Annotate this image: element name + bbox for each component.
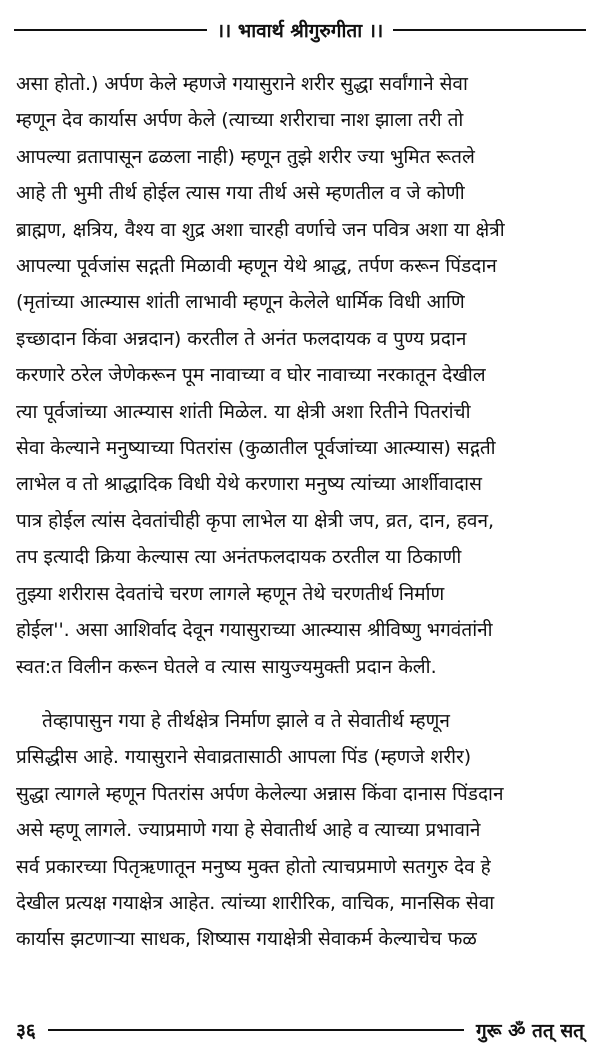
paragraph-1 (16, 66, 582, 685)
text-line: सुद्धा त्यागले म्हणून पितरांस अर्पण केलेल्या अन्नास किंवा दानास पिंडदान (16, 782, 504, 805)
text-line: (मृतांच्या आत्म्यास शांती लाभावी म्हणून केलेले धार्मिक विधी आणि (16, 291, 465, 314)
text-line: सेवा केल्याने मनुष्याच्या पितरांस (कुळातील पूर्वजांच्या आत्म्यास) सद्गती (16, 437, 496, 460)
header-rule-right (393, 29, 586, 31)
paragraph-2 (16, 703, 582, 958)
page-body (16, 66, 582, 958)
running-footer (16, 1012, 584, 1048)
text-line: प्रसिद्धीस आहे. गयासुराने सेवाव्रतासाठी आपला पिंड (म्हणजे शरीर) (16, 746, 472, 769)
text-line: त्या पूर्वजांच्या आत्म्यास शांती मिळेल. या क्षेत्री अशा रितीने पितरांची (16, 400, 471, 423)
footer-rule (48, 1029, 464, 1031)
text-line: आहे ती भुमी तीर्थ होईल त्यास गया तीर्थ असे म्हणतील व जे कोणी (16, 182, 465, 205)
footer-title: गुरू ॐ तत् सत् (476, 1020, 584, 1042)
text-line: तप इत्यादी क्रिया केल्यास त्या अनंतफलदायक ठरतील या ठिकाणी (16, 546, 462, 569)
text-line: लाभेल व तो श्राद्धादिक विधी येथे करणारा मनुष्य त्यांच्या आर्शीवादास (16, 473, 482, 496)
text-line: होईल''. असा आशिर्वाद देवून गयासुराच्या आत्म्यास श्रीविष्णु भगवंतांनी (16, 619, 493, 642)
text-line: म्हणून देव कार्यास अर्पण केले (त्याच्या शरीराचा नाश झाला तरी तो (16, 109, 464, 132)
text-line: असे म्हणू लागले. ज्याप्रमाणे गया हे सेवातीर्थ आहे व त्याच्या प्रभावाने (16, 819, 481, 842)
header-rule-left (14, 29, 207, 31)
text-line: सर्व प्रकारच्या पितृऋणातून मनुष्य मुक्त होतो त्याचप्रमाणे सतगुरु देव हे (16, 855, 491, 878)
text-line: आपल्या पूर्वजांस सद्गती मिळावी म्हणून येथे श्राद्ध, तर्पण करून पिंडदान (16, 255, 497, 278)
text-line: असा होतो.) अर्पण केले म्हणजे गयासुराने शरीर सुद्धा सर्वांगाने सेवा (16, 73, 468, 95)
header-title: ।। भावार्थ श्रीगुरुगीता ।। (216, 20, 384, 42)
text-line: आपल्या व्रतापासून ढळला नाही) म्हणून तुझे शरीर ज्या भुमित रूतले (16, 145, 475, 168)
running-header (14, 10, 586, 50)
text-line: करणारे ठरेल जेणेकरून पूम नावाच्या व घोर नावाच्या नरकातून देखील (16, 364, 486, 387)
text-line: कार्यास झटणाऱ्या साधक, शिष्यास गयाक्षेत्री सेवाकर्म केल्याचेच फळ (16, 928, 477, 951)
text-line: पात्र होईल त्यांस देवतांचीही कृपा लाभेल या क्षेत्री जप, व्रत, दान, हवन, (16, 509, 495, 532)
text-line: ब्राह्मण, क्षत्रिय, वैश्य वा शुद्र अशा चारही वर्णाचे जन पवित्र अशा या क्षेत्री (16, 218, 505, 241)
text-line: स्वत:त विलीन करून घेतले व त्यास सायुज्यमुक्ती प्रदान केली. (16, 655, 437, 678)
text-line: तुझ्या शरीरास देवतांचे चरण लागले म्हणून तेथे चरणतीर्थ निर्माण (16, 582, 445, 605)
text-line: तेव्हापासुन गया हे तीर्थक्षेत्र निर्माण झाले व ते सेवातीर्थ म्हणून (42, 709, 450, 732)
text-line: इच्छादान किंवा अन्नदान) करतील ते अनंत फलदायक व पुण्य प्रदान (16, 327, 467, 350)
page-number: ३६ (16, 1020, 36, 1042)
text-line: देखील प्रत्यक्ष गयाक्षेत्र आहेत. त्यांच्या शारीरिक, वाचिक, मानसिक सेवा (16, 891, 495, 914)
